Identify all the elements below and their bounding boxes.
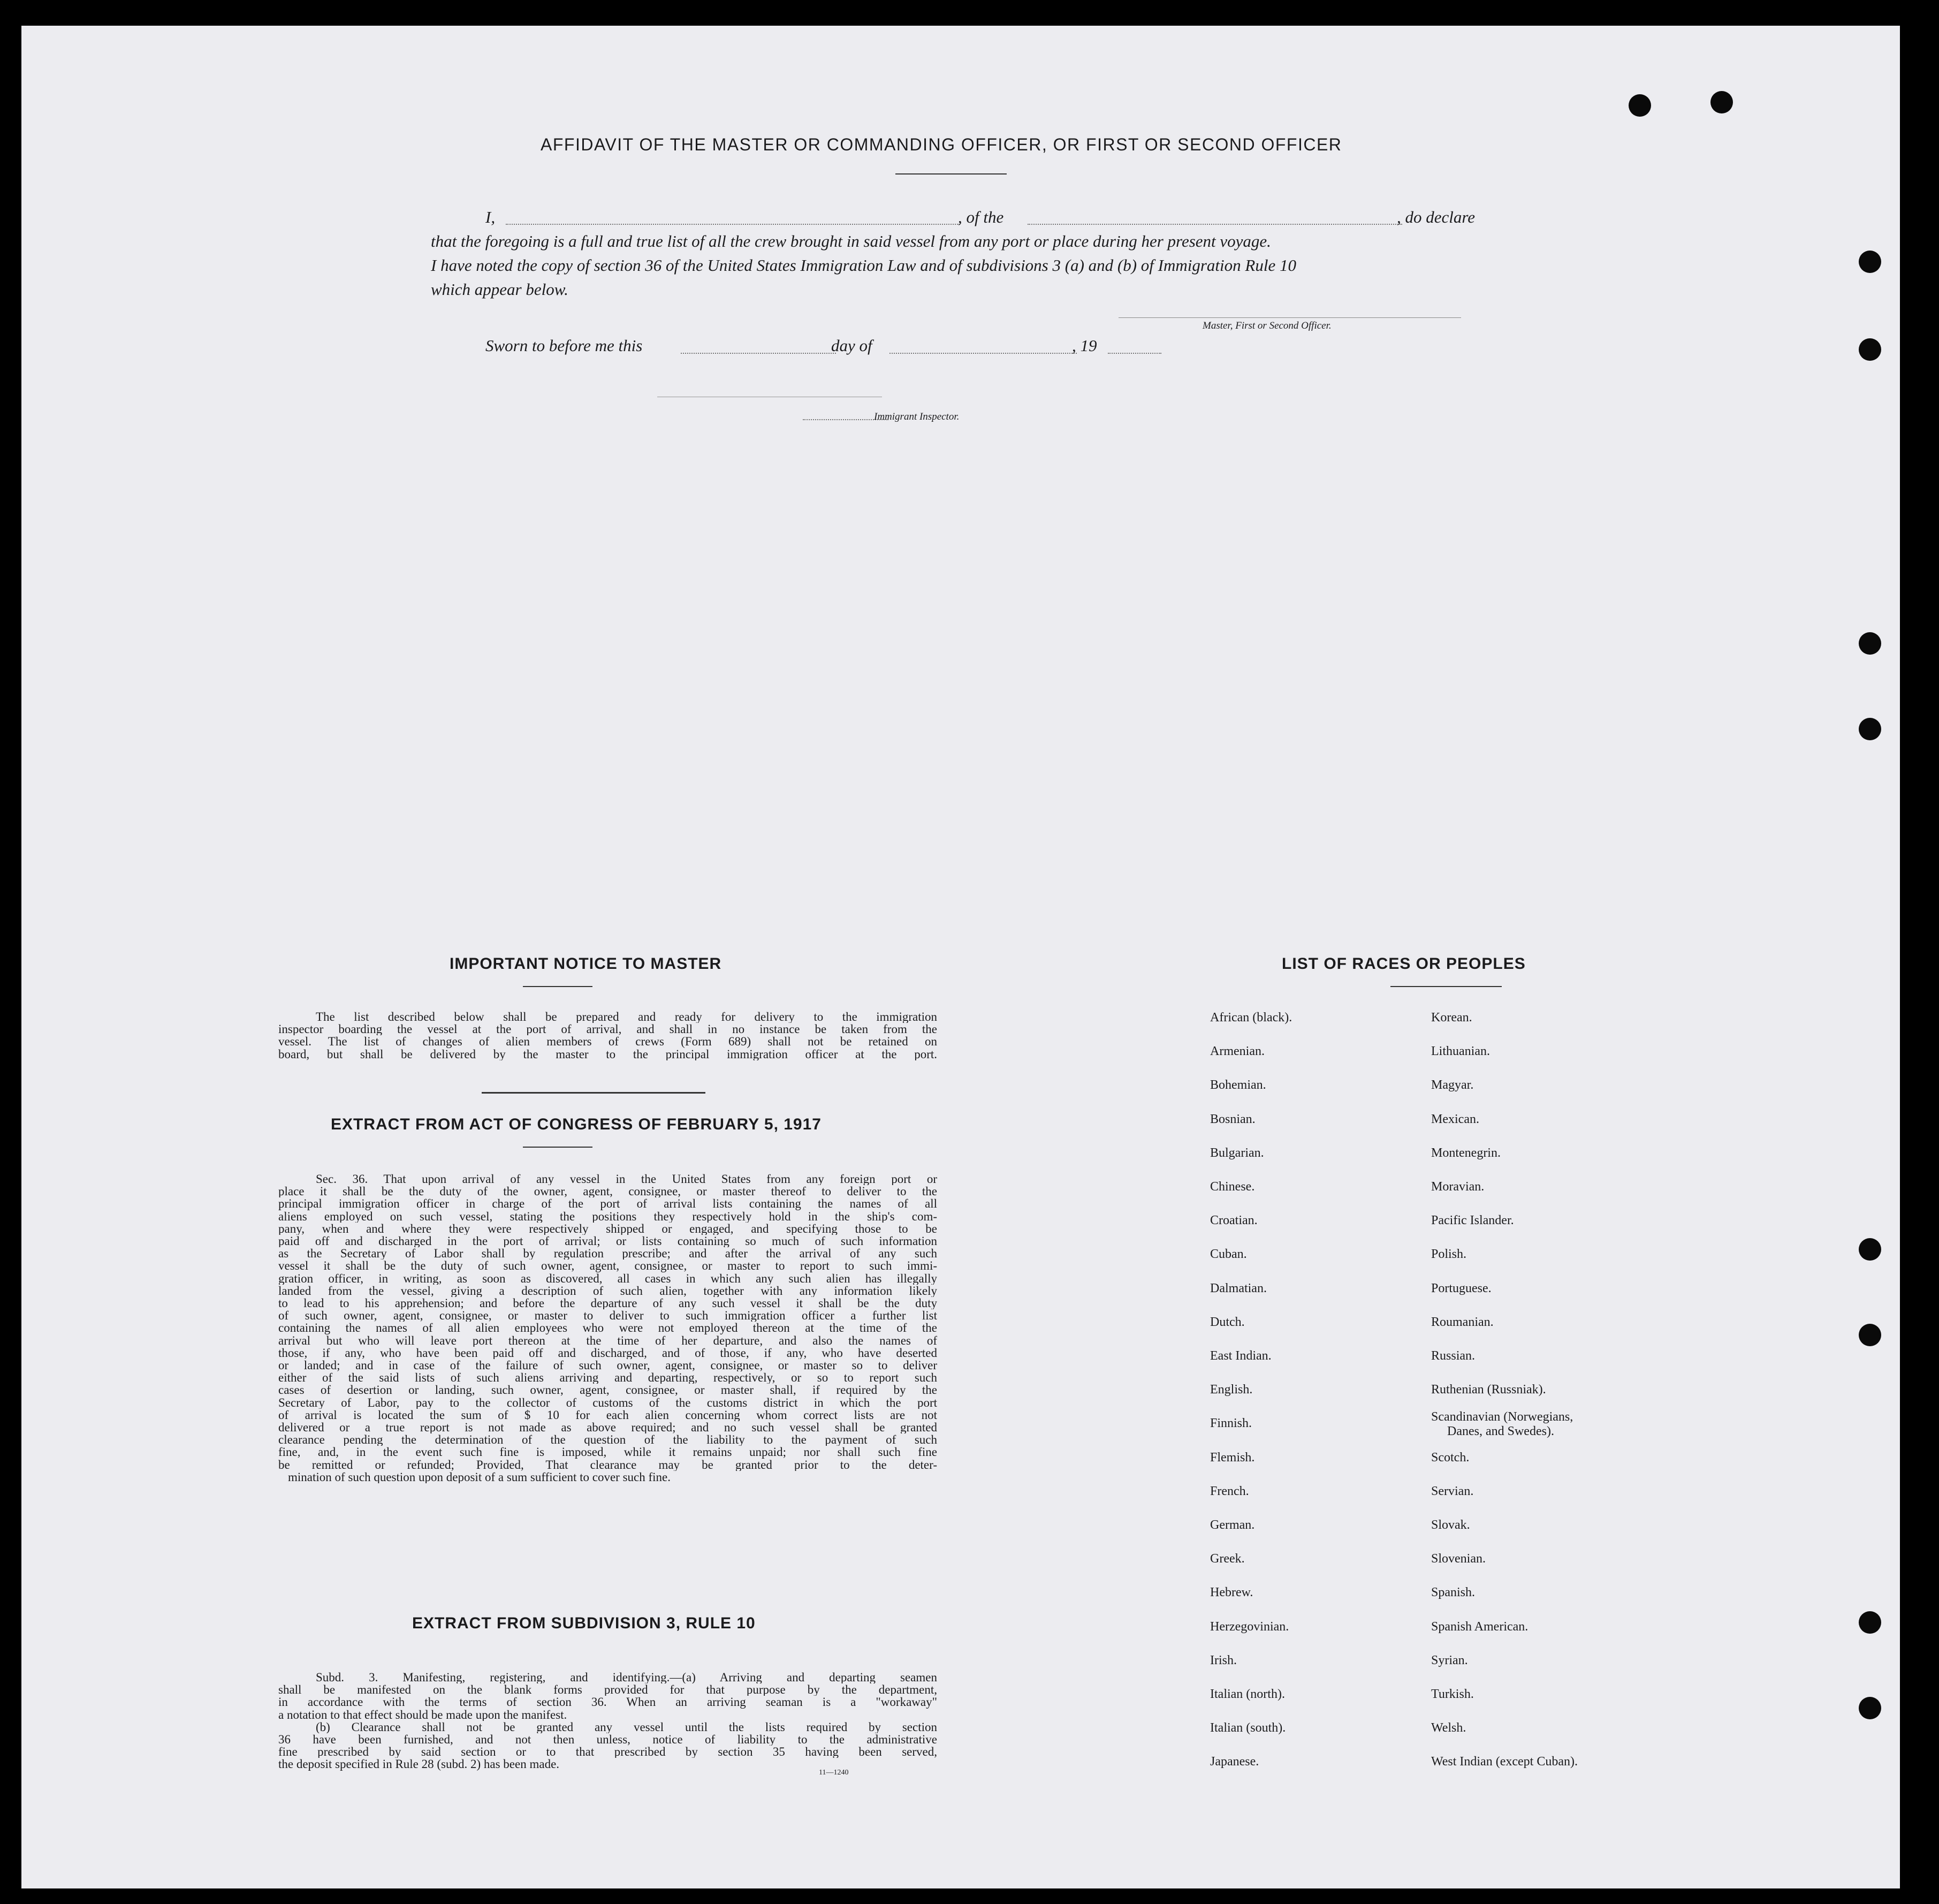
race-item: Pacific Islander. (1431, 1213, 1514, 1228)
punch-hole (1710, 91, 1733, 113)
race-item: Dutch. (1210, 1315, 1245, 1329)
act-line: paid off and discharged in the port of arrival; or lists containing so much of such information (278, 1235, 937, 1248)
rule-line: in accordance with the terms of section 36. When an arriving seaman is a "workaway" (278, 1696, 937, 1709)
act-line: principal immigration officer in charge of the port of arrival lists containing the names of all (278, 1197, 937, 1210)
act-line: those, if any, who have been paid off and discharged, and of those, if any, who have deserted (278, 1346, 937, 1360)
race-item: Cuban. (1210, 1247, 1247, 1262)
race-item: Greek. (1210, 1552, 1245, 1566)
rule-line: the deposit specified in Rule 28 (subd. 2) has been made. (278, 1758, 560, 1771)
act-line: cases of desertion or landing, such owner, agent, consignee, or master shall, if required by the (278, 1384, 937, 1397)
race-item: Croatian. (1210, 1213, 1258, 1228)
signature-caption: Master, First or Second Officer. (1203, 320, 1332, 331)
act-line: gration officer, in writing, as soon as discovered, all cases in which any such alien has illegally (278, 1272, 937, 1285)
race-item: Irish. (1210, 1653, 1237, 1667)
race-item: Moravian. (1431, 1180, 1485, 1194)
day-of-label: day of (831, 336, 872, 355)
sworn-month-field[interactable] (889, 353, 1077, 354)
race-item: East Indian. (1210, 1349, 1272, 1363)
rule-text (278, 1671, 937, 1771)
race-item: German. (1210, 1518, 1255, 1532)
race-item: Servian. (1431, 1484, 1474, 1498)
vessel-name-field[interactable] (1028, 224, 1402, 225)
rule-line: shall be manifested on the blank forms provided for that purpose by the department, (278, 1683, 937, 1696)
race-item: Syrian. (1431, 1653, 1468, 1667)
act-line: of arrival is located the sum of $ 10 for each alien concerning whom correct lists are not (278, 1408, 937, 1422)
punch-hole (1859, 1238, 1881, 1261)
act-line: delivered or a true report is not made as above required; and no such vessel shall be granted (278, 1421, 937, 1434)
act-line: containing the names of all alien employees who were not employed thereon at the time of the (278, 1322, 937, 1334)
affidavit-line-4: which appear below. (431, 280, 568, 299)
race-item: Polish. (1431, 1247, 1467, 1262)
race-item: Montenegrin. (1431, 1146, 1501, 1160)
race-item-continuation: Danes, and Swedes). (1447, 1424, 1554, 1439)
act-line: to lead to his apprehension; and before the departure of any such vessel it shall be the duty (278, 1297, 937, 1310)
rule-line: a notation to that effect should be made upon the manifest. (278, 1708, 567, 1721)
race-item: Magyar. (1431, 1078, 1474, 1093)
sworn-prefix: Sworn to before me this (485, 336, 643, 355)
act-line: be remitted or refunded; Provided, That clearance may be granted prior to the deter- (278, 1458, 937, 1471)
race-item: Welsh. (1431, 1721, 1466, 1735)
races-underline (1390, 986, 1502, 987)
punch-hole (1859, 338, 1881, 361)
act-line: mination of such question upon deposit of a sum sufficient to cover such fine. (288, 1470, 671, 1484)
rule-line: Subd. 3. Manifesting, registering, and identifying.—(a) Arriving and departing seamen (316, 1671, 937, 1684)
act-line: fine, and, in the event such fine is imposed, while it remains unpaid; nor shall such fine (278, 1446, 937, 1459)
race-item: Korean. (1431, 1011, 1472, 1025)
declare-label: , do declare (1397, 208, 1476, 226)
punch-hole (1859, 632, 1881, 655)
race-item: Portuguese. (1431, 1281, 1492, 1295)
act-line: landed from the vessel, giving a description of such alien, together with any information likely (278, 1284, 937, 1298)
punch-hole (1629, 94, 1651, 117)
race-item: Bulgarian. (1210, 1146, 1264, 1160)
act-line: arrival but who will leave port thereon at the time of her departure, and also the names of (278, 1334, 937, 1347)
punch-hole (1859, 1611, 1881, 1634)
notice-line: The list described below shall be prepared and ready for delivery to the immigration (316, 1011, 937, 1023)
race-item: Ruthenian (Russniak). (1431, 1383, 1546, 1397)
race-item: Herzegovinian. (1210, 1619, 1289, 1634)
race-item: Italian (south). (1210, 1721, 1286, 1735)
race-item: Bosnian. (1210, 1112, 1256, 1126)
race-item: Mexican. (1431, 1112, 1479, 1126)
race-item: Spanish. (1431, 1586, 1476, 1600)
form-number: 11—1240 (819, 1769, 849, 1777)
notice-text (278, 1011, 937, 1060)
race-item: Finnish. (1210, 1416, 1252, 1431)
affidavit-line-2: that the foregoing is a full and true list of all the crew brought in said vessel from any port or place during her present voyage. (431, 232, 1271, 251)
race-item: French. (1210, 1484, 1249, 1498)
inspector-caption: Immigrant Inspector. (874, 411, 960, 422)
race-item: Hebrew. (1210, 1586, 1253, 1600)
race-item: Dalmatian. (1210, 1281, 1267, 1295)
race-item: Japanese. (1210, 1755, 1259, 1769)
section-divider (482, 1092, 705, 1094)
act-line: as the Secretary of Labor shall by regulation prescribe; and after the arrival of any such (278, 1247, 937, 1260)
race-item: Bohemian. (1210, 1078, 1266, 1093)
officer-signature-field[interactable] (1119, 317, 1461, 318)
race-item: Armenian. (1210, 1044, 1265, 1059)
affidavit-title: AFFIDAVIT OF THE MASTER OR COMMANDING OFFICER, OR FIRST OR SECOND OFFICER (541, 135, 1342, 154)
notice-line: board, but shall be delivered by the master to the principal immigration officer at the port. (278, 1048, 937, 1060)
race-item: Scandinavian (Norwegians, (1431, 1410, 1573, 1424)
act-underline (523, 1147, 592, 1148)
rule-line: (b) Clearance shall not be granted any vessel until the lists required by section (316, 1720, 937, 1734)
act-text (278, 1173, 937, 1483)
race-item: Scotch. (1431, 1450, 1470, 1465)
race-item: African (black). (1210, 1011, 1292, 1025)
sworn-day-field[interactable] (681, 353, 836, 354)
punch-hole (1859, 251, 1881, 273)
act-line: or landed; and in case of the failure of such owner, agent, consignee, or master so to deliver (278, 1359, 937, 1372)
punch-hole (1859, 1697, 1881, 1719)
race-item: Chinese. (1210, 1180, 1255, 1194)
act-line: pany, when and where they were respectively shipped or engaged, and specifying those to be (278, 1222, 937, 1235)
rule-title: EXTRACT FROM SUBDIVISION 3, RULE 10 (412, 1614, 756, 1632)
race-item: Roumanian. (1431, 1315, 1494, 1329)
act-line: clearance pending the determination of the question of the liability to the payment of such (278, 1433, 937, 1446)
rule-line: fine prescribed by said section or to that prescribed by section 35 having been served, (278, 1746, 937, 1758)
declarant-name-field[interactable] (506, 224, 960, 225)
act-line: place it shall be the duty of the owner, agent, consignee, or master thereof to deliver to the (278, 1185, 937, 1198)
act-line: Sec. 36. That upon arrival of any vessel in the United States from any foreign port or (316, 1173, 937, 1186)
rule-line: 36 have been furnished, and not then unless, notice of liability to the administrative (278, 1733, 937, 1746)
act-line: aliens employed on such vessel, stating the positions they respectively hold in the ship's com- (278, 1210, 937, 1223)
race-item: Flemish. (1210, 1450, 1255, 1465)
race-item: Slovenian. (1431, 1552, 1486, 1566)
race-item: Turkish. (1431, 1687, 1474, 1701)
act-line: vessel it shall be the duty of such owner, agent, consignee, or master to report to such immi- (278, 1260, 937, 1272)
affidavit-line-3: I have noted the copy of section 36 of the United States Immigration Law and of subdivisions 3 (a) and (b) of Immigration Rule 10 (431, 256, 1296, 275)
race-item: Italian (north). (1210, 1687, 1285, 1701)
year-label: , 19 (1072, 336, 1097, 355)
race-item: Slovak. (1431, 1518, 1470, 1532)
race-item: Lithuanian. (1431, 1044, 1490, 1059)
act-title: EXTRACT FROM ACT OF CONGRESS OF FEBRUARY 5, 1917 (331, 1116, 822, 1133)
declarant-prefix: I, (485, 208, 496, 226)
act-line: either of the said lists of such aliens arriving and departing, respectively, or so to report such (278, 1371, 937, 1384)
notice-line: vessel. The list of changes of alien members of crews (Form 689) shall not be retained on (278, 1035, 937, 1048)
title-underline (895, 173, 1007, 175)
notice-title: IMPORTANT NOTICE TO MASTER (450, 955, 722, 973)
notice-line: inspector boarding the vessel at the port of arrival, and shall in no instance be taken from the (278, 1023, 937, 1036)
form-page (21, 26, 1900, 1888)
sworn-year-field[interactable] (1108, 353, 1161, 354)
punch-hole (1859, 1324, 1881, 1346)
act-line: Secretary of Labor, pay to the collector of customs of the customs district in which the port (278, 1396, 937, 1409)
race-item: West Indian (except Cuban). (1431, 1755, 1578, 1769)
race-item: English. (1210, 1383, 1253, 1397)
act-line: of such owner, agent, consignee, or master to deliver to such immigration officer a further list (278, 1309, 937, 1322)
of-the-label: , of the (958, 208, 1004, 226)
punch-hole (1859, 718, 1881, 740)
race-item: Spanish American. (1431, 1619, 1529, 1634)
race-item: Russian. (1431, 1349, 1476, 1363)
notice-underline (523, 986, 592, 987)
races-title: LIST OF RACES OR PEOPLES (1282, 955, 1526, 973)
